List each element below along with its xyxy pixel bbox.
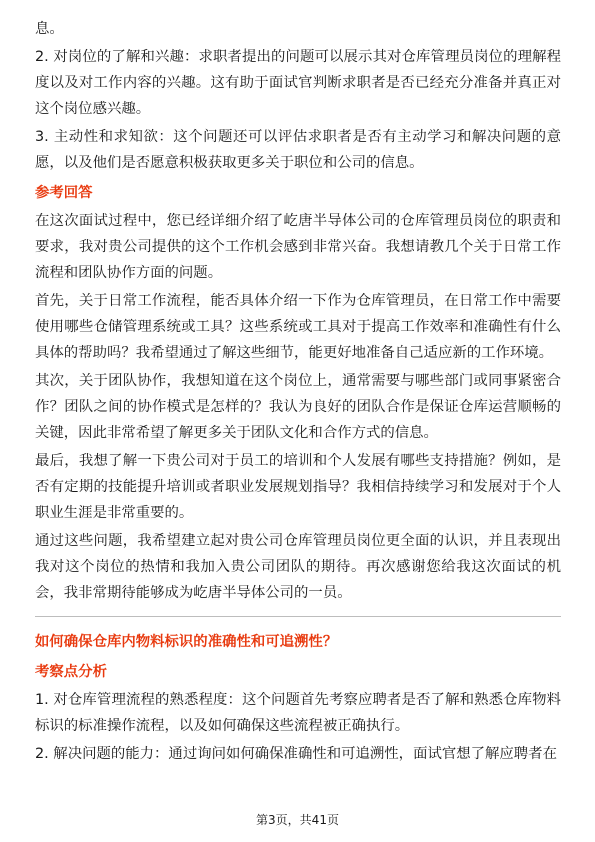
question-heading: 如何确保仓库内物料标识的准确性和可追溯性？ bbox=[35, 634, 338, 650]
section-heading: 参考回答 bbox=[35, 185, 93, 201]
paragraph: 通过这些问题，我希望建立起对贵公司仓库管理员岗位更全面的认识，并且表现出我对这个岗位的热情和我加入贵公司团队的期待。再次感谢您给我这次面试的机会，我非常期待能够成为屹唐半导体公司的一员。 bbox=[35, 533, 561, 601]
page-number: 第3页，共41页 bbox=[256, 813, 339, 827]
paragraph: 2. 对岗位的了解和兴趣：求职者提出的问题可以展示其对仓库管理员岗位的理解程度以及对工作内容的兴趣。这有助于面试官判断求职者是否已经充分准备并真正对这个岗位感兴趣。 bbox=[35, 49, 561, 117]
paragraph: 在这次面试过程中，您已经详细介绍了屹唐半导体公司的仓库管理员岗位的职责和要求，我对贵公司提供的这个工作机会感到非常兴奋。我想请教几个关于日常工作流程和团队协作方面的问题。 bbox=[35, 213, 561, 281]
section-heading: 考察点分析 bbox=[35, 664, 107, 680]
paragraph: 其次，关于团队协作，我想知道在这个岗位上，通常需要与哪些部门或同事紧密合作？团队之间的协作模式是怎样的？我认为良好的团队合作是保证仓库运营顺畅的关键，因此非常希望了解更多关于团队文化和合作方式的信息。 bbox=[35, 373, 561, 441]
paragraph: 3. 主动性和求知欲：这个问题还可以评估求职者是否有主动学习和解决问题的意愿，以及他们是否愿意积极获取更多关于职位和公司的信息。 bbox=[35, 129, 561, 171]
paragraph: 1. 对仓库管理流程的熟悉程度：这个问题首先考察应聘者是否了解和熟悉仓库物料标识的标准操作流程，以及如何确保这些流程被正确执行。 bbox=[35, 692, 561, 734]
paragraph: 最后，我想了解一下贵公司对于员工的培训和个人发展有哪些支持措施？例如，是否有定期的技能提升培训或者职业发展规划指导？我相信持续学习和发展对于个人职业生涯是非常重要的。 bbox=[35, 453, 561, 521]
page-content bbox=[35, 16, 561, 769]
paragraph: 2. 解决问题的能力：通过询问如何确保准确性和可追溯性，面试官想了解应聘者在 bbox=[35, 746, 557, 762]
section-divider bbox=[35, 616, 561, 617]
paragraph: 息。 bbox=[35, 21, 64, 37]
paragraph: 首先，关于日常工作流程，能否具体介绍一下作为仓库管理员，在日常工作中需要使用哪些仓储管理系统或工具？这些系统或工具对于提高工作效率和准确性有什么具体的帮助吗？我希望通过了解这些细节，能更好地准备自己适应新的工作环境。 bbox=[35, 293, 561, 361]
